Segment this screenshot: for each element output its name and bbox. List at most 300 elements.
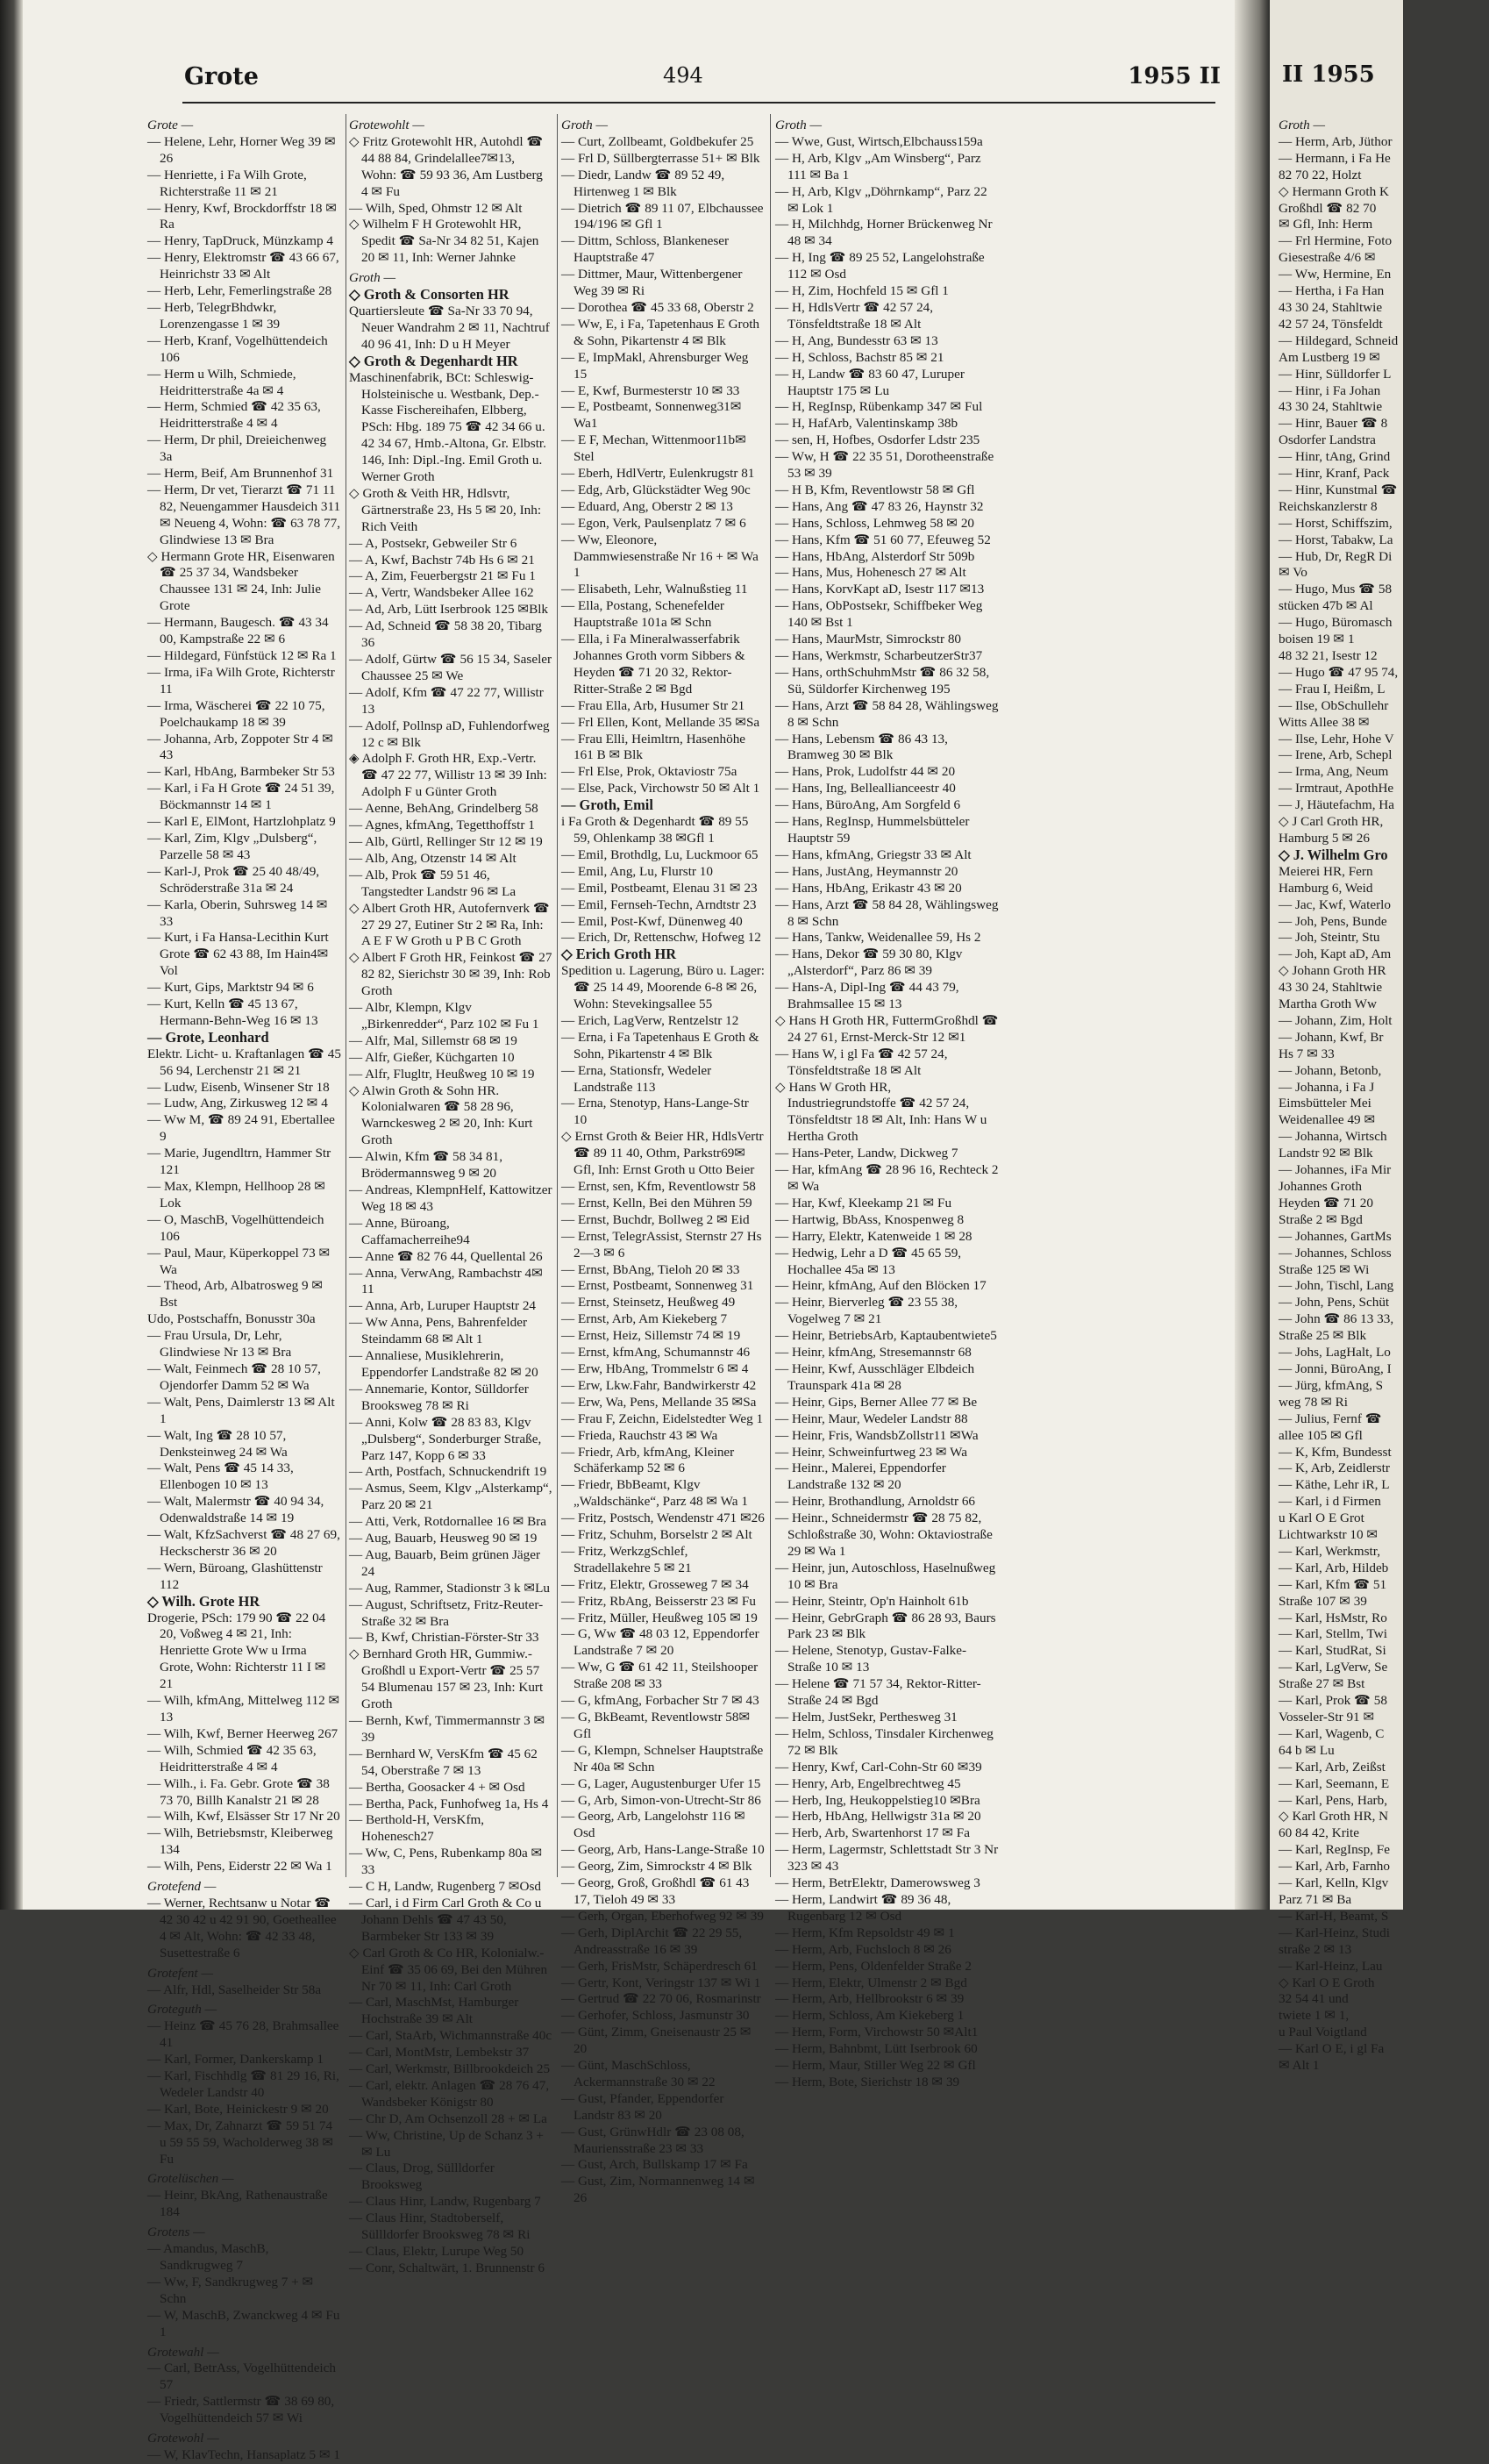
directory-entry: — Erna, Stenotyp, Hans-Lange-Str 10 — [561, 1096, 749, 1128]
directory-entry: — Henry, Kwf, Carl-Cohn-Str 60 ✉39 — [775, 1759, 982, 1775]
directory-entry: — Johs, LagHalt, Lo — [1279, 1345, 1391, 1361]
directory-entry: — Hans, Dekor ☎ 59 30 80, Klgv „Alsterdorf“, Parz 86 ✉ 39 — [775, 946, 963, 979]
directory-entry: — Hinr, Kunstmal ☎ — [1279, 482, 1398, 497]
directory-entry: — E, ImpMakl, Ahrensburger Weg 15 — [561, 349, 749, 382]
directory-entry: — Frau I, Heißm, L — [1279, 681, 1386, 696]
directory-entry: — Ernst, BbAng, Tieloh 20 ✉ 33 — [561, 1261, 740, 1277]
directory-entry: — Herm, Maur, Stiller Weg 22 ✉ Gfl — [775, 2058, 976, 2074]
directory-entry: — Hans W, i gl Fa ☎ 42 57 24, Tönsfeldtstraße 18 ✉ Alt — [775, 1046, 948, 1078]
directory-entry: — Joh, Pens, Bunde — [1279, 913, 1387, 929]
directory-entry: — Heinr, jun, Autoschloss, Haselnußweg 10 ✉ Bra — [775, 1560, 996, 1592]
directory-entry: — Alb, Gürtl, Rellinger Str 12 ✉ 19 — [349, 833, 543, 849]
directory-entry: — Hans, Mus, Hohenesch 27 ✉ Alt — [775, 565, 966, 581]
directory-entry: 43 30 24, Stahltwie — [1279, 299, 1383, 315]
directory-entry: Am Lustberg 19 ✉ — [1279, 349, 1380, 365]
directory-entry: — Hermann, Baugesch. ☎ 43 34 00, Kampstraße 22 ✉ 6 — [147, 615, 329, 647]
directory-entry: — E, Kwf, Burmesterstr 10 ✉ 33 — [561, 382, 740, 398]
directory-entry: — Friedr, Sattlermstr ☎ 38 69 80, Vogelhüttendeich 57 ✉ Wi — [147, 2394, 335, 2426]
directory-entry: Johannes Groth — [1279, 1179, 1362, 1194]
directory-entry: — Claus, Elektr, Lurupe Weg 50 — [349, 2244, 524, 2259]
directory-entry: — E, Postbeamt, Sonnenweg31✉Wa1 — [561, 399, 742, 432]
directory-entry: — Hans, BüroAng, Am Sorgfeld 6 — [775, 797, 961, 813]
directory-entry: — Johannes, GartMs — [1279, 1228, 1392, 1244]
firm-entry: ◇ Groth & Degenhardt HR — [349, 352, 518, 369]
directory-entry: — G, Ww ☎ 48 03 12, Eppendorfer Landstraße 7 ✉ 20 — [561, 1626, 759, 1659]
directory-entry: ◇ Ernst Groth & Beier HR, HdlsVertr ☎ 89 11 40, Othm, Parkstr69✉Gfl, Inh: Ernst Groth u Otto Beier — [561, 1129, 764, 1178]
directory-entry: — Joh, Steintr, Stu — [1279, 930, 1380, 946]
directory-entry: — Ernst, TelegrAssist, Sternstr 27 Hs 2—3 ✉ 6 — [561, 1228, 762, 1261]
directory-entry: — Erna, Stationsfr, Wedeler Landstraße 113 — [561, 1062, 712, 1095]
directory-entry: — Karl, Prok ☎ 58 — [1279, 1693, 1387, 1709]
directory-entry: — sen, H, Hofbes, Osdorfer Ldstr 235 — [775, 432, 980, 448]
directory-entry: — H, HafArb, Valentinskamp 38b — [775, 416, 958, 432]
directory-entry: — Herb, Lehr, Femerlingstraße 28 — [147, 283, 332, 299]
directory-entry: — Joh, Kapt aD, Am — [1279, 946, 1392, 962]
directory-entry: ◇ Wilhelm F H Grotewohlt HR, Spedit ☎ Sa-Nr 34 82 51, Kajen 20 ✉ 11, Inh: Werner Jahnke — [349, 217, 539, 266]
directory-entry: — Bertha, Pack, Funhofweg 1a, Hs 4 — [349, 1796, 549, 1811]
directory-entry: — Herm, Arb, Fuchsloch 8 ✉ 26 — [775, 1941, 951, 1957]
directory-entry: — Ww, Christine, Up de Schanz 3 + ✉ Lu — [349, 2127, 544, 2160]
directory-entry: — Hildegard, Fünfstück 12 ✉ Ra 1 — [147, 648, 337, 663]
directory-entry: — Har, kfmAng ☎ 28 96 16, Rechteck 2 ✉ Wa — [775, 1162, 999, 1194]
directory-entry: — G, kfmAng, Forbacher Str 7 ✉ 43 — [561, 1693, 759, 1709]
directory-entry: — Karl, Stellm, Twi — [1279, 1626, 1387, 1642]
directory-entry: Weidenallee 49 ✉ — [1279, 1112, 1376, 1128]
directory-entry: — Ww, C, Pens, Rubenkamp 80a ✉33 — [349, 1846, 543, 1878]
section-heading: Grotelüschen — — [147, 2171, 234, 2187]
directory-entry: Straße 125 ✉ Wi — [1279, 1261, 1370, 1277]
directory-entry: — Herm, Beif, Am Brunnenhof 31 — [147, 466, 334, 482]
directory-entry: — Ludw, Eisenb, Winsener Str 18 — [147, 1079, 330, 1095]
directory-entry: — Gust, Arch, Bullskamp 17 ✉ Fa — [561, 2157, 748, 2173]
directory-entry: — Hans, RegInsp, Hummelsbütteler Hauptstr 59 — [775, 814, 970, 846]
directory-entry: — August, Schriftsetz, Fritz-Reuter-Straße 32 ✉ Bra — [349, 1596, 544, 1629]
directory-entry: — Herb, TelegrBhdwkr, Lorenzengasse 1 ✉ 39 — [147, 299, 281, 332]
directory-entry: ✉ Alt 1 — [1279, 2058, 1320, 2074]
directory-entry: — Erw, HbAng, Trommelstr 6 ✉ 4 — [561, 1361, 749, 1376]
directory-entry: ✉ Gfl, Inh: Herm — [1279, 217, 1373, 232]
directory-entry: — Heinr, Schweinfurtweg 23 ✉ Wa — [775, 1444, 967, 1460]
directory-entry: — Herm, Lagermstr, Schlettstadt Str 3 Nr 323 ✉ 43 — [775, 1842, 999, 1875]
directory-entry: — Hinr, Bauer ☎ 8 — [1279, 416, 1388, 432]
directory-entry: — Hans-Peter, Landw, Dickweg 7 — [775, 1146, 958, 1161]
directory-entry: — Herb, Kranf, Vogelhüttendeich 106 — [147, 332, 328, 365]
directory-entry: 43 30 24, Stahltwie — [1279, 980, 1383, 996]
directory-entry: — Marie, Jugendltrn, Hammer Str 121 — [147, 1146, 331, 1178]
directory-entry: — Ella, Postang, Schenefelder Hauptstraße 101a ✉ Schn — [561, 598, 724, 631]
directory-entry: — Käthe, Lehr iR, L — [1279, 1477, 1390, 1493]
directory-entry: — Fritz, Elektr, Grosseweg 7 ✉ 34 — [561, 1576, 749, 1592]
directory-entry: — Hans, Prok, Ludolfstr 44 ✉ 20 — [775, 764, 956, 780]
directory-entry: — Herm, Schmied ☎ 42 35 63, Heidritterstraße 4 ✉ 4 — [147, 399, 321, 432]
binding-shadow — [0, 0, 23, 1910]
directory-entry: — Elisabeth, Lehr, Walnußstieg 11 — [561, 582, 748, 597]
directory-entry: — Heinr., Schneidermstr ☎ 28 75 82, Schloßstraße 30, Wohn: Oktaviostraße 29 ✉ Wa 1 — [775, 1511, 993, 1559]
directory-entry: — Ludw, Ang, Zirkusweg 12 ✉ 4 — [147, 1096, 328, 1111]
directory-entry: — Henry, Arb, Engelbrechtweg 45 — [775, 1775, 961, 1791]
directory-entry: — Adolf, Pollnsp aD, Fuhlendorfweg 12 c ✉ Blk — [349, 718, 550, 750]
directory-entry: — Hans, KorvKapt aD, Isestr 117 ✉13 — [775, 582, 985, 597]
directory-entry: Eimsbütteler Mei — [1279, 1096, 1371, 1111]
directory-entry: Meierei HR, Fern — [1279, 863, 1373, 879]
directory-entry: — Horst, Schiffszim, — [1279, 515, 1393, 531]
section-heading: Grotewahl — — [147, 2344, 219, 2360]
directory-entry: — Carl, MaschMst, Hamburger Hochstraße 39 ✉ Alt — [349, 1995, 519, 2027]
directory-entry: — Karla, Oberin, Suhrsweg 14 ✉ 33 — [147, 896, 328, 929]
directory-entry: — Walt, Malermstr ☎ 40 94 34, Odenwaldstraße 14 ✉ 19 — [147, 1494, 324, 1526]
directory-entry: — Herm, Landwirt ☎ 89 36 48, Rugenbarg 12 ✉ Osd — [775, 1891, 951, 1924]
directory-entry: — H, Ing ☎ 89 25 52, Langelohstraße 112 ✉ Osd — [775, 250, 985, 282]
directory-entry: — Jonni, BüroAng, I — [1279, 1361, 1392, 1376]
directory-entry: — Max, Klempn, Hellhoop 28 ✉ Lok — [147, 1179, 325, 1211]
directory-entry: — H, RegInsp, Rübenkamp 347 ✉ Ful — [775, 399, 983, 415]
directory-entry: — Hub, Dr, RegR Di — [1279, 548, 1393, 564]
directory-entry: — Gust, Pfander, Eppendorfer Landstr 83 ✉ 20 — [561, 2090, 724, 2123]
directory-entry: ◇ Alwin Groth & Sohn HR. Kolonialwaren ☎ 58 28 96, Warnckesweg 2 ✉ 20, Inh: Kurt Groth — [349, 1082, 533, 1148]
directory-entry: — Herm, Dr phil, Dreieichenweg 3a — [147, 432, 327, 465]
directory-entry: — Har, Kwf, Kleekamp 21 ✉ Fu — [775, 1195, 952, 1211]
directory-entry: Heyden ☎ 71 20 — [1279, 1195, 1373, 1211]
directory-entry: — Irma, iFa Wilh Grote, Richterstr 11 — [147, 664, 335, 696]
directory-entry: ◇ Albert F Groth HR, Feinkost ☎ 27 82 82, Sierichstr 30 ✉ 39, Inh: Rob Groth — [349, 950, 552, 999]
directory-entry: Parz 71 ✉ Ba — [1279, 1891, 1352, 1907]
directory-entry: — Johanna, i Fa J — [1279, 1079, 1375, 1095]
directory-entry: — Hartwig, BbAss, Knospenweg 8 — [775, 1211, 965, 1227]
directory-entry: — Karl-H, Beamt, S — [1279, 1908, 1389, 1924]
directory-entry: — Diedr, Landw ☎ 89 52 49, Hirtenweg 1 ✉ Blk — [561, 167, 725, 199]
directory-entry: — Carl, elektr. Anlagen ☎ 28 76 47, Wandsbeker Königstr 80 — [349, 2077, 550, 2110]
directory-entry: Spedition u. Lagerung, Büro u. Lager: ☎ 25 14 49, Moorende 6-8 ✉ 26, Wohn: Stevekingsallee 55 — [561, 963, 765, 1012]
directory-entry: — Frl Hermine, Foto — [1279, 233, 1393, 249]
directory-entry: — Heinr, Fris, WandsbZollstr11 ✉Wa — [775, 1427, 979, 1443]
directory-entry: — Emil, Fernseh-Techn, Arndtstr 23 — [561, 896, 757, 912]
directory-entry: — Wilh, Kwf, Elsässer Str 17 Nr 20 — [147, 1809, 340, 1825]
directory-entry: — Hans, ObPostsekr, Schiffbeker Weg 140 ✉ Bst 1 — [775, 598, 983, 631]
directory-entry: ◇ Hermann Groth K — [1279, 183, 1389, 199]
directory-entry: — Karl, Former, Dankerskamp 1 — [147, 2052, 324, 2068]
directory-entry: 48 32 21, Isestr 12 — [1279, 648, 1378, 663]
directory-entry: — Arth, Postfach, Schnuckendrift 19 — [349, 1464, 547, 1480]
directory-entry: — Frau Ursula, Dr, Lehr, Glindwiese Nr 13 ✉ Bra — [147, 1328, 292, 1361]
directory-entry: — Kurt, i Fa Hansa-Lecithin Kurt Grote ☎ 62 43 88, Im Hain4✉Vol — [147, 930, 329, 979]
directory-entry: — Karl, Kelln, Klgv — [1279, 1875, 1389, 1891]
directory-entry: — H, Zim, Hochfeld 15 ✉ Gfl 1 — [775, 283, 949, 299]
directory-entry: ✉ Vo — [1279, 565, 1307, 581]
directory-entry: — Johann, Zim, Holt — [1279, 1012, 1393, 1028]
directory-entry: — Herm u Wilh, Schmiede, Heidritterstraße 4a ✉ 4 — [147, 366, 296, 398]
directory-entry: — H, Arb, Klgv „Am Winsberg“, Parz 111 ✉ Ba 1 — [775, 150, 981, 182]
directory-entry: — Dorothea ☎ 45 33 68, Oberstr 2 — [561, 299, 754, 315]
directory-entry: — Julius, Fernf ☎ — [1279, 1411, 1382, 1426]
directory-entry: — Karl, Zim, Klgv „Dulsberg“, Parzelle 58 ✉ 43 — [147, 830, 317, 862]
directory-entry: — Alfr, Gießer, Küchgarten 10 — [349, 1049, 515, 1065]
directory-entry: — G, BkBeamt, Reventlowstr 58✉Gfl — [561, 1710, 751, 1741]
directory-entry: — Karl, Bote, Heinickestr 9 ✉ 20 — [147, 2101, 329, 2117]
directory-entry: — Anna, Arb, Luruper Hauptstr 24 — [349, 1298, 537, 1314]
directory-entry: — Wern, Büroang, Glashüttenstr 112 — [147, 1560, 323, 1592]
directory-entry: — Karl, Wagenb, C — [1279, 1725, 1385, 1741]
directory-entry: — Karl, Seemann, E — [1279, 1775, 1390, 1791]
directory-entry: — Erna, i Fa Tapetenhaus E Groth & Sohn, Pikartenstr 4 ✉ Blk — [561, 1029, 759, 1061]
directory-entry: Hamburg 6, Weid — [1279, 880, 1373, 896]
directory-entry: — Herm, Bote, Sierichstr 18 ✉ 39 — [775, 2074, 960, 2089]
directory-entry: ◇ Albert Groth HR, Autofernverk ☎ 27 29 27, Eutiner Str 2 ✉ Ra, Inh: A E F W Groth u P B C Groth — [349, 900, 550, 949]
directory-entry: — Wilh, Pens, Eiderstr 22 ✉ Wa 1 — [147, 1859, 332, 1875]
directory-entry: 42 57 24, Tönsfeldt — [1279, 316, 1383, 332]
directory-entry: — Anne ☎ 82 76 44, Quellental 26 — [349, 1248, 543, 1264]
directory-entry: Drogerie, PSch: 179 90 ☎ 22 04 20, Voßweg 4 ✉ 21, Inh: Henriette Grote Ww u Irma Grote, Wohn: Richterstr 11 I ✉ 21 — [147, 1610, 326, 1692]
directory-entry: — Heinr, Maur, Wedeler Landstr 88 — [775, 1411, 968, 1426]
directory-entry: — Karl, Arb, Zeißst — [1279, 1759, 1386, 1775]
directory-entry: — Erw, Wa, Pens, Mellande 35 ✉Sa — [561, 1394, 757, 1410]
directory-entry: — Helene, Stenotyp, Gustav-Falke-Straße 10 ✉ 13 — [775, 1643, 967, 1675]
directory-entry: — Herm, Pens, Oldenfelder Straße 2 — [775, 1958, 972, 1974]
header-name: Grote — [184, 63, 259, 90]
directory-entry: 82 70 22, Holzt — [1279, 167, 1362, 182]
directory-entry: — K, Arb, Zeidlerstr — [1279, 1461, 1390, 1476]
directory-entry: — Ernst, Heiz, Sillemstr 74 ✉ 19 — [561, 1328, 741, 1344]
directory-entry: — Ernst, Arb, Am Kiekeberg 7 — [561, 1311, 728, 1327]
directory-entry: — Kurt, Gips, Marktstr 94 ✉ 6 — [147, 980, 314, 996]
directory-entry: — Wilh, Sped, Ohmstr 12 ✉ Alt — [349, 200, 523, 216]
directory-entry: — Heinr, GebrGraph ☎ 86 28 93, Baurs Park 23 ✉ Blk — [775, 1610, 996, 1642]
directory-entry: — G, Arb, Simon-von-Utrecht-Str 86 — [561, 1792, 761, 1808]
section-heading: Grotewohlt — — [349, 118, 424, 132]
directory-entry: — Fritz, WerkzgSchlef, Stradellakehre 5 ✉ 21 — [561, 1543, 692, 1575]
directory-entry: — Georg, Zim, Simrockstr 4 ✉ Blk — [561, 1859, 752, 1875]
directory-entry: — Günt, MaschSchloss, Ackermannstraße 30 ✉ 22 — [561, 2058, 716, 2089]
directory-entry: — Claus Hinr, Landw, Rugenbarg 7 — [349, 2194, 541, 2210]
directory-entry: Straße 27 ✉ Bst — [1279, 1676, 1365, 1692]
directory-entry: — Chr D, Am Ochsenzoll 28 + ✉ La — [349, 2110, 547, 2126]
directory-entry: — Eberh, HdlVertr, Eulenkrugstr 81 — [561, 466, 755, 482]
directory-entry: — Herm, Arb, Jüthor — [1279, 133, 1393, 149]
directory-entry: — K, Kfm, Bundesst — [1279, 1444, 1392, 1460]
directory-entry: — Carl, BetrAss, Vogelhüttendeich 57 — [147, 2360, 336, 2393]
directory-entry: Maschinenfabrik, BCt: Schleswig-Holsteinische u. Westbank, Dep.-Kasse Fischereihafen, Elbberg, PSch: Hbg. 189 75 ☎ 42 34 66 u. 42 34 67, Hmb.-Altona, Gr. Elbstr. 146, Inh: Dipl.-Ing. Emil Groth u. Werner Groth — [349, 369, 546, 485]
directory-entry: — Bertha, Goosacker 4 + ✉ Osd — [349, 1779, 525, 1795]
directory-entry: — Erw, Lkw.Fahr, Bandwirkerstr 42 — [561, 1377, 757, 1393]
directory-entry: — H, Milchhdg, Horner Brückenweg Nr 48 ✉ 34 — [775, 217, 993, 249]
directory-entry: — Ww, F, Sandkrugweg 7 + ✉ Schn — [147, 2274, 314, 2306]
directory-entry: ◈ Adolph F. Groth HR, Exp.-Vertr. ☎ 47 22 77, Willistr 13 ✉ 39 Inh: Adolph F u Günter Groth — [349, 751, 547, 800]
firm-entry: ◇ Groth & Consorten HR — [349, 286, 509, 304]
directory-entry: Großhdl ☎ 82 70 — [1279, 200, 1377, 216]
directory-entry: — Irmtraut, ApothHe — [1279, 781, 1394, 796]
directory-entry: — Bernhard W, VersKfm ☎ 45 62 54, Oberstraße 7 ✉ 13 — [349, 1746, 538, 1778]
directory-entry: — Emil, Brothdlg, Lu, Luckmoor 65 — [561, 846, 759, 862]
section-heading: Grotens — — [147, 2225, 205, 2240]
directory-entry: — Frau Elli, Heimltrn, Hasenhöhe 161 B ✉ Blk — [561, 731, 746, 763]
directory-entry: — John, Pens, Schüt — [1279, 1295, 1390, 1311]
directory-entry: — Hans, orthSchuhmMstr ☎ 86 32 58, Sü, Süldorfer Kirchenweg 195 — [775, 664, 990, 696]
directory-entry: — Heinr, Gips, Berner Allee 77 ✉ Be — [775, 1394, 978, 1410]
directory-entry: — Aug, Bauarb, Beim grünen Jäger 24 — [349, 1546, 541, 1579]
directory-entry: Martha Groth Ww — [1279, 996, 1377, 1012]
directory-entry: — Hermann, i Fa He — [1279, 150, 1391, 166]
section-heading: Groth — — [1279, 118, 1326, 132]
directory-entry: — Heinr, Kwf, Ausschläger Elbdeich Traunspark 41a ✉ 28 — [775, 1361, 975, 1393]
directory-entry: — Karl, i d Firmen — [1279, 1494, 1381, 1510]
directory-entry: — Hans, JustAng, Heymannstr 20 — [775, 863, 958, 879]
directory-entry: — C H, Landw, Rugenberg 7 ✉Osd — [349, 1879, 542, 1895]
directory-entry: — Claus, Drog, Süllldorfer Brooksweg — [349, 2160, 495, 2193]
directory-entry: stücken 47b ✉ Al — [1279, 598, 1373, 614]
directory-entry: — Egon, Verk, Paulsenplatz 7 ✉ 6 — [561, 515, 746, 531]
directory-entry: — Karl E, ElMont, Hartzlohplatz 9 — [147, 814, 336, 830]
directory-entry: — Karl, RegInsp, Fe — [1279, 1842, 1390, 1858]
directory-entry: — Harry, Elektr, Katenweide 1 ✉ 28 — [775, 1228, 972, 1244]
directory-entry: — Ilse, Lehr, Hohe V — [1279, 731, 1394, 746]
directory-entry: — Helene, Lehr, Horner Weg 39 ✉ 26 — [147, 133, 336, 166]
directory-entry: — Hans-A, Dipl-Ing ☎ 44 43 79, Brahmsallee 15 ✉ 13 — [775, 980, 959, 1012]
directory-entry: ◇ Carl Groth & Co HR, Kolonialw.-Einf ☎ 35 06 69, Bei den Mühren Nr 70 ✉ 11, Inh: Carl Groth — [349, 1945, 548, 1994]
directory-entry: — Johannes, iFa Mir — [1279, 1162, 1392, 1178]
directory-entry: — Heinr, Steintr, Op'n Hainholt 61b — [775, 1593, 969, 1609]
directory-entry: Giesestraße 4/6 ✉ — [1279, 250, 1376, 266]
directory-entry: — Karl, HsMstr, Ro — [1279, 1610, 1387, 1625]
section-heading: Groth — — [775, 118, 823, 132]
directory-entry: — Heinr, Brothandlung, Arnoldstr 66 — [775, 1494, 976, 1510]
section-heading: Grotefent — — [147, 1965, 213, 1981]
section-heading: Groth — — [349, 270, 396, 286]
directory-entry: — Karl, Werkmstr, — [1279, 1543, 1380, 1559]
directory-entry: — Adolf, Gürtw ☎ 56 15 34, Saseler Chaussee 25 ✉ We — [349, 652, 552, 683]
directory-entry: — Alwin, Kfm ☎ 58 34 81, Brödermannsweg 9 ✉ 20 — [349, 1149, 503, 1182]
directory-entry: — Wilh, kfmAng, Mittelweg 112 ✉13 — [147, 1693, 340, 1725]
directory-entry: Witts Allee 38 ✉ — [1279, 714, 1370, 730]
directory-entry: — A, Vertr, Wandsbeker Allee 162 — [349, 585, 534, 601]
directory-entry: — Emil, Post-Kwf, Dünenweg 40 — [561, 913, 743, 929]
directory-entry: — A, Kwf, Bachstr 74b Hs 6 ✉ 21 — [349, 552, 535, 568]
directory-entry: — Ernst, kfmAng, Schumannstr 46 — [561, 1345, 751, 1361]
directory-entry: — Erich, Dr, Rettenschw, Hofweg 12 — [561, 930, 761, 946]
directory-entry: — Herm, Kfm Repsoldstr 49 ✉ 1 — [775, 1925, 955, 1940]
firm-entry: ◇ J. Wilhelm Gro — [1279, 846, 1388, 863]
directory-entry: ◇ Johann Groth HR — [1279, 963, 1386, 979]
directory-entry: — E F, Mechan, Wittenmoor11b✉Stel — [561, 432, 746, 465]
column-3 — [561, 114, 765, 2206]
directory-entry: — Hedwig, Lehr a D ☎ 45 65 59, Hochallee 45a ✉ 13 — [775, 1245, 962, 1277]
directory-entry: — Hildegard, Schneid — [1279, 332, 1399, 348]
directory-entry: — Ella, i Fa Mineralwasserfabrik Johannes Groth vorm Sibbers & Heyden ☎ 71 20 32, Rektor-Ritter-Straße 2 ✉ Bgd — [561, 632, 745, 696]
directory-entry: — Aug, Rammer, Stadionstr 3 k ✉Lu — [349, 1580, 550, 1596]
directory-entry: — Frl Ellen, Kont, Mellande 35 ✉Sa — [561, 714, 760, 730]
directory-entry: — Frau F, Zeichn, Eidelstedter Weg 1 — [561, 1411, 764, 1426]
directory-entry: — Ww, G ☎ 61 42 11, Steilshooper Straße 208 ✉ 33 — [561, 1660, 759, 1692]
directory-entry: — Irene, Arb, Schepl — [1279, 747, 1393, 763]
directory-entry: — Heinr, BkAng, Rathenaustraße 184 — [147, 2188, 328, 2220]
directory-entry: — Heinz ☎ 45 76 28, Brahmsallee 41 — [147, 2018, 339, 2051]
directory-entry: — Gertrud ☎ 22 70 06, Rosmarinstr — [561, 1991, 761, 2007]
directory-entry: — Conr, Schaltwärt, 1. Brunnenstr 6 — [349, 2260, 545, 2275]
directory-entry: — Gerh, Organ, Eberhofweg 92 ✉ 39 — [561, 1908, 764, 1924]
directory-entry: — Edg, Arb, Glückstädter Weg 90c — [561, 482, 751, 497]
directory-entry: — Frieda, Rauchstr 43 ✉ Wa — [561, 1427, 718, 1443]
directory-entry: — Erich, LagVerw, Rentzelstr 12 — [561, 1012, 739, 1028]
directory-entry: — Ww, E, i Fa, Tapetenhaus E Groth & Sohn, Pikartenstr 4 ✉ Blk — [561, 316, 760, 348]
directory-entry: — Georg, Arb, Langelohstr 116 ✉ Osd — [561, 1809, 745, 1841]
directory-entry: — Walt, KfzSachverst ☎ 48 27 69, Heckscherstr 36 ✉ 20 — [147, 1527, 340, 1559]
directory-entry: — A, Zim, Feuerbergstr 21 ✉ Fu 1 — [349, 568, 536, 584]
section-heading: Grotewohl — — [147, 2431, 219, 2446]
directory-entry: — Heinr, Bierverleg ☎ 23 55 38, Vogelweg 7 ✉ 21 — [775, 1295, 958, 1327]
directory-entry: — Anne, Büroang, Caffamacherreihe94 — [349, 1215, 470, 1247]
section-heading: Groth — — [561, 118, 609, 132]
directory-entry: ◇ Groth & Veith HR, Hdlsvtr, Gärtnerstraße 23, Hs 5 ✉ 20, Inh: Rich Veith — [349, 485, 542, 534]
directory-entry: Osdorfer Landstra — [1279, 432, 1376, 448]
directory-entry: — Herm, Schloss, Am Kiekeberg 1 — [775, 2008, 965, 2024]
directory-entry: — H, Ang, Bundesstr 63 ✉ 13 — [775, 332, 938, 348]
directory-entry: — Max, Dr, Zahnarzt ☎ 59 51 74 u 59 55 59, Wacholderweg 38 ✉ Fu — [147, 2118, 334, 2167]
directory-entry: — Gust, Zim, Normannenweg 14 ✉26 — [561, 2174, 755, 2206]
directory-entry: — Hans, Lebensm ☎ 86 43 13, Bramweg 30 ✉ Blk — [775, 731, 948, 763]
directory-entry: — Gertr, Kont, Veringstr 137 ✉ Wi 1 — [561, 1975, 761, 1990]
directory-entry: — Carl, Werkmstr, Billbrookdeich 25 — [349, 2061, 551, 2077]
directory-entry: — J, Häutefachm, Ha — [1279, 797, 1395, 813]
directory-entry: ◇ Hans H Groth HR, FuttermGroßhdl ☎ 24 27 61, Ernst-Merck-Str 12 ✉1 — [775, 1012, 999, 1045]
directory-entry: — Frl D, Süllbergterrasse 51+ ✉ Blk — [561, 150, 760, 166]
directory-entry: — Albr, Klempn, Klgv „Birkenredder“, Parz 102 ✉ Fu 1 — [349, 1000, 539, 1032]
directory-entry: u Karl O E Grot — [1279, 1511, 1364, 1526]
directory-entry: — Herm, Arb, Hellbrookstr 6 ✉ 39 — [775, 1991, 965, 2007]
page-gutter — [1235, 0, 1270, 1910]
directory-entry: — Hans, kfmAng, Griegstr 33 ✉ Alt — [775, 846, 972, 862]
directory-entry: — Alfr, Mal, Sillemstr 68 ✉ 19 — [349, 1032, 517, 1048]
directory-entry: — Wilh, Betriebsmstr, Kleiberweg 134 — [147, 1825, 333, 1858]
directory-entry: allee 105 ✉ Gfl — [1279, 1427, 1363, 1443]
directory-entry: — Johann, Betonb, — [1279, 1062, 1382, 1078]
directory-entry: — Hans, Arzt ☎ 58 84 28, Wählingsweg 8 ✉ Schn — [775, 697, 999, 730]
directory-entry: — Karl-Heinz, Studi — [1279, 1925, 1390, 1940]
directory-entry: — Friedr, Arb, kfmAng, Kleiner Schäferkamp 52 ✉ 6 — [561, 1444, 735, 1476]
directory-entry: — Frau Ella, Arb, Husumer Str 21 — [561, 697, 745, 713]
directory-entry: — Gerhofer, Schloss, Jasmunstr 30 — [561, 2008, 750, 2024]
directory-entry: Straße 25 ✉ Blk — [1279, 1328, 1367, 1344]
directory-entry: — Georg, Groß, Großhdl ☎ 61 43 17, Tieloh 49 ✉ 33 — [561, 1875, 750, 1907]
directory-entry: — Paul, Maur, Küperkoppel 73 ✉ Wa — [147, 1245, 331, 1277]
directory-entry: — Alb, Prok ☎ 59 51 46, Tangstedter Landstr 96 ✉ La — [349, 867, 517, 899]
directory-entry: — Johann, Kwf, Br — [1279, 1029, 1384, 1045]
directory-entry: — Hans, HbAng, Alsterdorf Str 509b — [775, 548, 975, 564]
directory-entry: — Heinr, kfmAng, Stresemannstr 68 — [775, 1345, 972, 1361]
directory-entry: — Aenne, BehAng, Grindelberg 58 — [349, 801, 538, 817]
directory-entry: — Dittmer, Maur, Wittenbergener Weg 39 ✉ Ri — [561, 267, 743, 299]
directory-entry: — O, MaschB, Vogelhüttendeich 106 — [147, 1211, 324, 1244]
directory-entry: — Karl, HbAng, Barmbeker Str 53 — [147, 764, 335, 780]
directory-entry: — Ww, H ☎ 22 35 51, Dorotheenstraße 53 ✉ 39 — [775, 449, 994, 482]
directory-entry: — Else, Pack, Virchowstr 50 ✉ Alt 1 — [561, 781, 760, 796]
directory-entry: — Henry, TapDruck, Münzkamp 4 — [147, 233, 333, 249]
directory-entry: straße 2 ✉ 13 — [1279, 1941, 1352, 1957]
directory-entry: — Emil, Postbeamt, Elenau 31 ✉ 23 — [561, 880, 758, 896]
directory-entry: — Hugo ☎ 47 95 74, — [1279, 664, 1399, 680]
firm-entry: — Grote, Leonhard — [147, 1028, 269, 1046]
directory-entry: — Atti, Verk, Rotdornallee 16 ✉ Bra — [349, 1514, 547, 1530]
directory-entry: — Wilh, Schmied ☎ 42 35 63, Heidritterstraße 4 ✉ 4 — [147, 1742, 317, 1775]
page-header — [35, 63, 1228, 98]
directory-entry: — Hinr, Sülldorfer L — [1279, 366, 1392, 382]
directory-entry: — Frl Else, Prok, Oktaviostr 75a — [561, 764, 737, 780]
directory-entry: Hamburg 5 ✉ 26 — [1279, 830, 1370, 846]
column-divider — [557, 114, 558, 1877]
directory-entry: 64 b ✉ Lu — [1279, 1742, 1335, 1758]
directory-entry: — Heinr, kfmAng, Auf den Blöcken 17 — [775, 1278, 987, 1294]
directory-entry: — Heinr., Malerei, Eppendorfer Landstraße 132 ✉ 20 — [775, 1461, 946, 1493]
directory-entry: — Walt, Ing ☎ 28 10 57, Denksteinweg 24 ✉ Wa — [147, 1427, 288, 1460]
directory-entry: — Karl-Heinz, Lau — [1279, 1958, 1383, 1974]
directory-entry: — Ernst, Postbeamt, Sonnenweg 31 — [561, 1278, 754, 1294]
